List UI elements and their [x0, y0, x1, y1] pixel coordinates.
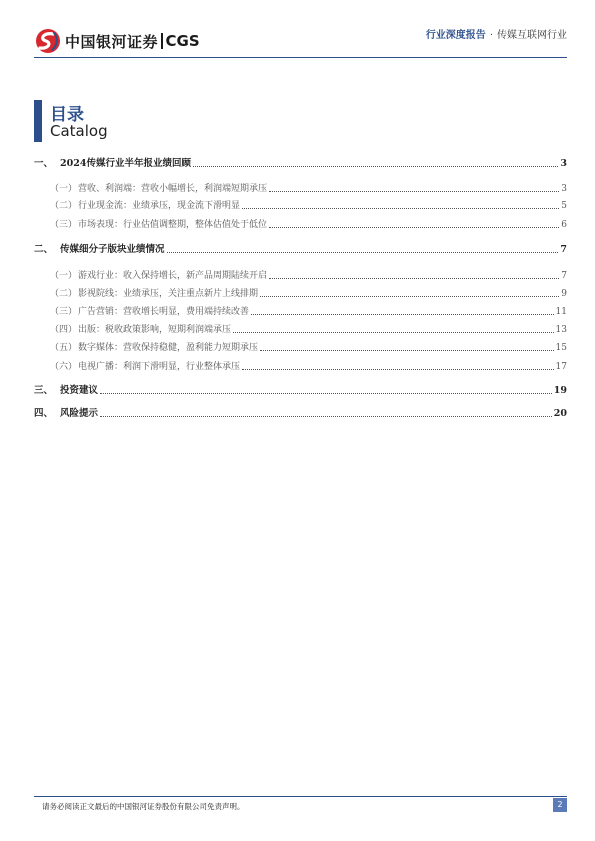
toc-entry-label: 电视广播：利润下滑明显，行业整体承压	[78, 362, 241, 372]
toc-entry-label: 2024传媒行业半年报业绩回顾	[60, 158, 191, 169]
toc-dot-leader	[233, 332, 554, 333]
toc-entry-page: 5	[561, 201, 567, 211]
toc-dot-leader	[167, 252, 559, 253]
logo-divider	[161, 33, 163, 49]
toc-dot-leader	[269, 191, 559, 192]
toc-entry-number: （一）	[50, 184, 78, 194]
toc-entry-page: 9	[561, 289, 567, 299]
toc-entry[interactable]	[34, 359, 567, 373]
toc-entry-label: 风险提示	[60, 408, 99, 419]
toc-entry[interactable]	[34, 322, 567, 336]
catalog-accent-bar	[34, 100, 42, 142]
toc-entry-number: （三）	[50, 307, 78, 317]
toc-entry-number: （二）	[50, 289, 78, 299]
toc-dot-leader	[251, 314, 554, 315]
toc-entry-page: 3	[561, 184, 567, 194]
toc-entry-page: 3	[560, 158, 567, 169]
toc-dot-leader	[242, 208, 559, 209]
header-separator: ·	[489, 30, 493, 41]
toc-entry-page: 15	[555, 343, 567, 353]
toc-entry[interactable]	[34, 340, 567, 354]
cgs-logo-icon	[34, 27, 62, 55]
toc-entry-label: 影视院线：业绩承压，关注重点新片上线排期	[78, 289, 259, 299]
toc-dot-leader	[193, 166, 558, 167]
toc-entry-number: 三、	[34, 385, 54, 396]
toc-entry-label: 游戏行业：收入保持增长，新产品周期陆续开启	[78, 271, 268, 281]
footer-rule	[34, 796, 567, 797]
industry-name: 传媒互联网行业	[497, 30, 567, 41]
toc-entry[interactable]	[34, 304, 567, 318]
disclaimer-text: 请务必阅读正文最后的中国银河证券股份有限公司免责声明。	[42, 802, 245, 811]
logo-text-en: CGS	[165, 32, 200, 50]
logo-text-cn: 中国银河证券	[65, 32, 159, 51]
toc-entry-label: 市场表现：行业估值调整期，整体估值处于低位	[78, 220, 268, 230]
toc-entry-page: 7	[560, 244, 567, 255]
toc-entry-page: 13	[555, 325, 567, 335]
toc-entry[interactable]	[34, 406, 567, 420]
page-header	[34, 24, 567, 58]
toc-entry-number: （四）	[50, 325, 78, 335]
toc-dot-leader	[260, 350, 554, 351]
toc-dot-leader	[100, 416, 552, 417]
toc-entry[interactable]	[34, 286, 567, 300]
toc-entry[interactable]	[34, 156, 567, 170]
toc-dot-leader	[242, 369, 554, 370]
toc-entry-label: 行业现金流：业绩承压，现金流下滑明显	[78, 201, 241, 211]
toc-entry-number: （三）	[50, 220, 78, 230]
header-rule	[34, 57, 567, 58]
catalog-title-cn: 目录	[50, 105, 84, 125]
toc-entry-page: 20	[553, 408, 567, 419]
toc-entry-label: 出版：税收政策影响，短期利润端承压	[78, 325, 232, 335]
cgs-logo	[34, 26, 200, 56]
toc-dot-leader	[100, 393, 552, 394]
toc-entry[interactable]	[34, 181, 567, 195]
toc-entry-label: 数字媒体：营收保持稳健，盈利能力短期承压	[78, 343, 259, 353]
toc-dot-leader	[269, 227, 559, 228]
toc-entry-page: 11	[555, 307, 567, 317]
toc-entry-page: 7	[561, 271, 567, 281]
toc-entry-number: 一、	[34, 158, 54, 169]
toc-entry-page: 19	[553, 385, 567, 396]
toc-entry-number: 四、	[34, 408, 54, 419]
toc-entry[interactable]	[34, 268, 567, 282]
toc-entry-page: 17	[555, 362, 567, 372]
page-footer	[34, 796, 567, 816]
toc-dot-leader	[269, 278, 559, 279]
page-number: 2	[553, 798, 567, 812]
toc-entry-number: （二）	[50, 201, 78, 211]
toc-entry-number: （六）	[50, 362, 78, 372]
report-category	[426, 26, 567, 41]
toc-entry-number: （一）	[50, 271, 78, 281]
toc-entry-number: （五）	[50, 343, 78, 353]
toc-entry-number: 二、	[34, 244, 54, 255]
toc-dot-leader	[260, 296, 559, 297]
toc-entry[interactable]	[34, 198, 567, 212]
toc-entry-label: 广告营销：营收增长明显，费用端持续改善	[78, 307, 250, 317]
toc-entry-page: 6	[561, 220, 567, 230]
toc-entry[interactable]	[34, 383, 567, 397]
report-type: 行业深度报告	[425, 30, 486, 41]
toc-entry-label: 传媒细分子版块业绩情况	[60, 244, 165, 255]
toc-entry-label: 投资建议	[60, 385, 99, 396]
catalog-title-en: Catalog	[50, 122, 108, 140]
toc-entry[interactable]	[34, 242, 567, 256]
toc-entry[interactable]	[34, 217, 567, 231]
toc-entry-label: 营收、利润端：营收小幅增长，利润端短期承压	[78, 184, 268, 194]
